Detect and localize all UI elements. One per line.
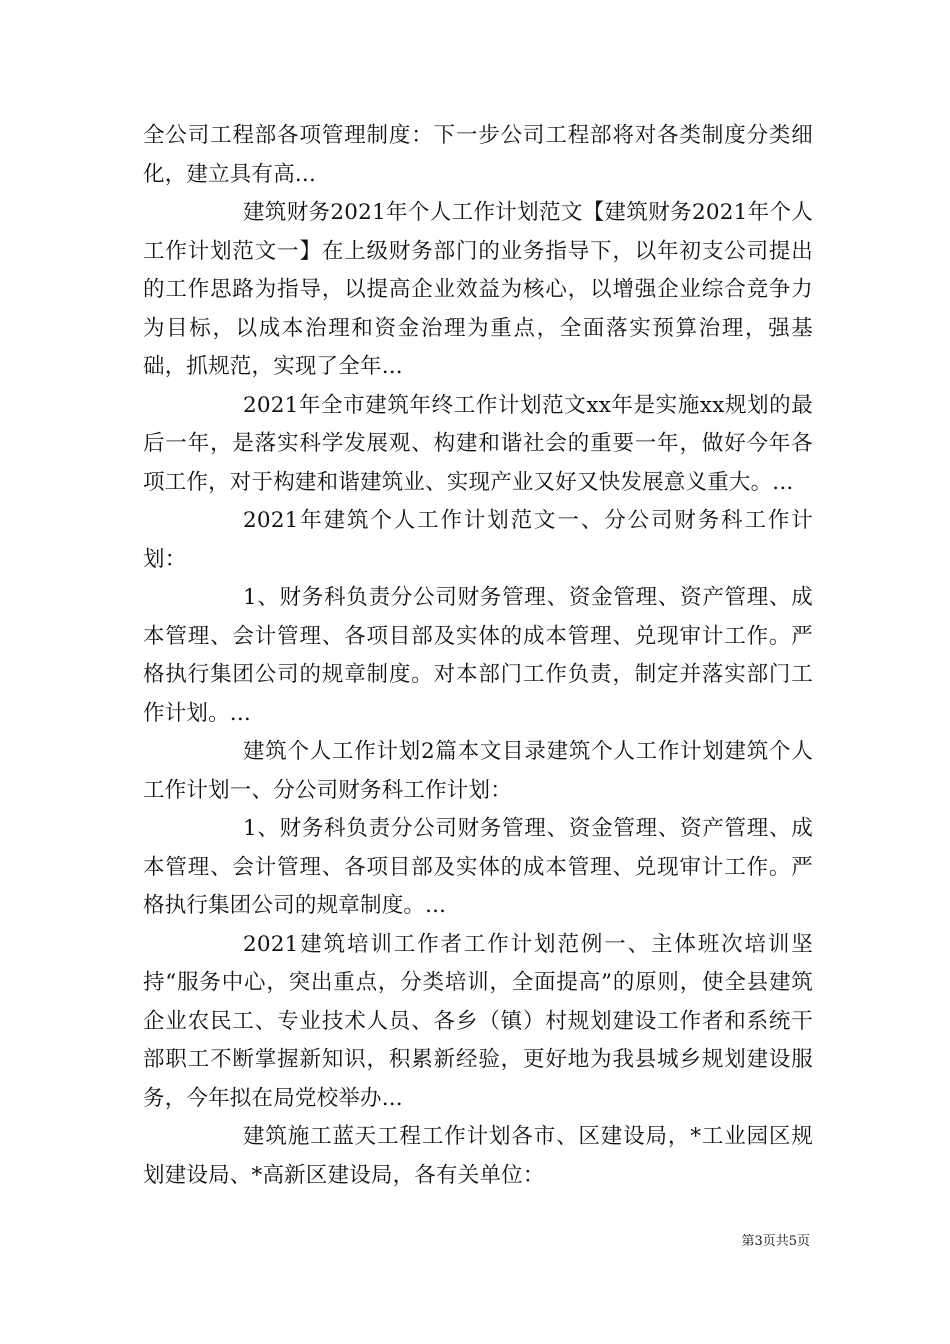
document-body <box>143 117 813 1195</box>
page-number: 第3页共5页 <box>741 1234 810 1249</box>
paragraph-6: 建筑个人工作计划2篇本文目录建筑个人工作计划建筑个人工作计划一、分公司财务科工作计划： <box>143 739 813 803</box>
paragraph-5: 1、财务科负责分公司财务管理、资金管理、资产管理、成本管理、会计管理、各项目部及实体的成本管理、兑现审计工作。严格执行集团公司的规章制度。对本部门工作负责，制定并落实部门工作计划。... <box>143 585 813 726</box>
paragraph-7: 1、财务科负责分公司财务管理、资金管理、资产管理、成本管理、会计管理、各项目部及实体的成本管理、兑现审计工作。严格执行集团公司的规章制度。... <box>143 816 813 918</box>
paragraph-2: 建筑财务2021年个人工作计划范文【建筑财务2021年个人工作计划范文一】在上级财务部门的业务指导下，以年初支公司提出的工作思路为指导，以提高企业效益为核心，以增强企业综合竞争力为目标，以成本治理和资金治理为重点，全面落实预算治理，强基础，抓规范，实现了全年... <box>143 200 813 379</box>
paragraph-4: 2021年建筑个人工作计划范文一、分公司财务科工作计划： <box>143 508 813 572</box>
paragraph-1: 全公司工程部各项管理制度：下一步公司工程部将对各类制度分类细化，建立具有高... <box>143 123 813 187</box>
paragraph-9: 建筑施工蓝天工程工作计划各市、区建设局，*工业园区规划建设局、*高新区建设局，各有关单位： <box>143 1124 813 1188</box>
paragraph-3: 2021年全市建筑年终工作计划范文xx年是实施xx规划的最后一年，是落实科学发展观、构建和谐社会的重要一年，做好今年各项工作，对于构建和谐建筑业、实现产业又好又快发展意义重大。... <box>143 392 813 495</box>
paragraph-8: 2021建筑培训工作者工作计划范例一、主体班次培训坚持“服务中心，突出重点，分类培训，全面提高”的原则，使全县建筑企业农民工、专业技术人员、各乡（镇）村规划建设工作者和系统干部职工不断掌握新知识，积累新经验，更好地为我县城乡规划建设服务，今年拟在局党校举办... <box>143 931 813 1111</box>
